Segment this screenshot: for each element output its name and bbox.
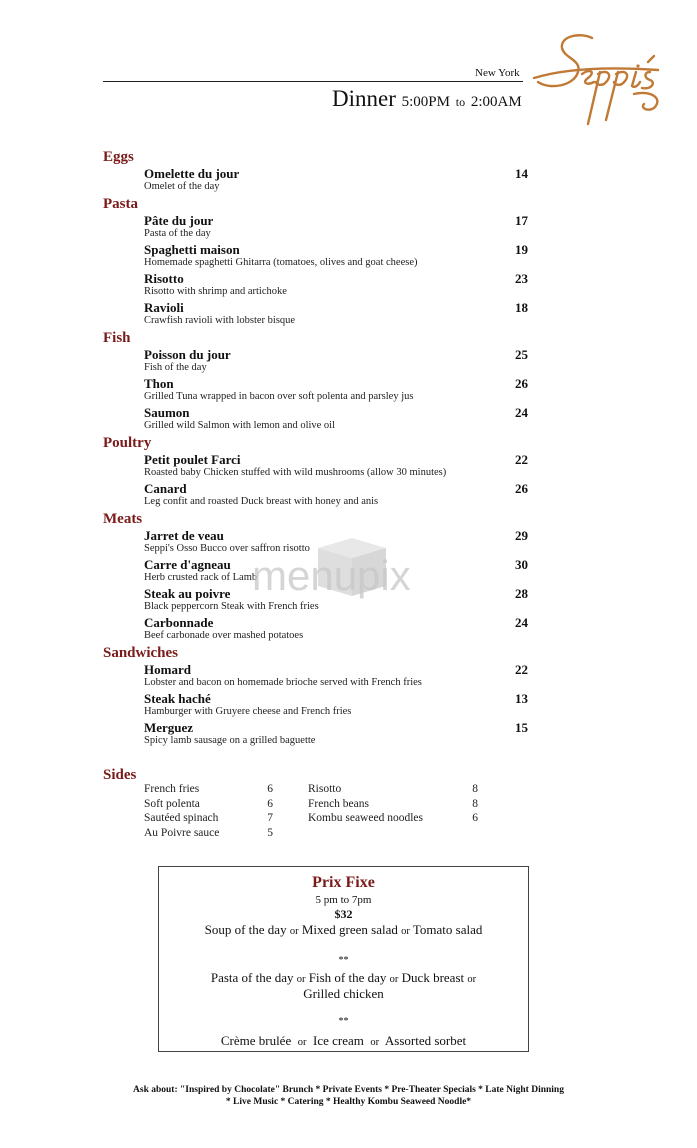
item-price: 28 xyxy=(515,586,528,601)
main-option: Pasta of the day xyxy=(210,970,294,985)
menupix-watermark xyxy=(248,538,458,608)
item-price: 24 xyxy=(515,405,528,420)
main-option: Grilled chicken xyxy=(303,986,384,1001)
item-description: Grilled wild Salmon with lemon and olive oil xyxy=(144,420,336,431)
side-item-name: French fries xyxy=(144,783,200,795)
item-description: Spicy lamb sausage on a grilled baguette xyxy=(144,735,316,746)
item-price: 14 xyxy=(515,166,528,181)
side-item-price: 6 xyxy=(472,812,478,824)
item-description: Roasted baby Chicken stuffed with wild mushrooms (allow 30 minutes) xyxy=(144,467,447,478)
item-description: Seppi's Osso Bucco over saffron risotto xyxy=(144,543,310,554)
or-label: or xyxy=(389,974,399,985)
prix-fixe-separator: ** xyxy=(338,955,349,966)
item-name: Merguez xyxy=(144,720,194,735)
item-name: Steak au poivre xyxy=(144,586,231,601)
hours-to: to xyxy=(455,95,466,109)
item-name: Pâte du jour xyxy=(144,213,214,228)
side-item-name: French beans xyxy=(308,797,369,810)
item-price: 15 xyxy=(515,720,528,735)
starter-option: Tomato salad xyxy=(412,922,483,937)
prix-fixe-price: $32 xyxy=(334,907,353,921)
item-description: Fish of the day xyxy=(144,362,207,373)
category-heading: Eggs xyxy=(103,149,134,165)
item-description: Leg confit and roasted Duck breast with honey and anis xyxy=(144,496,379,507)
item-name: Jarret de veau xyxy=(144,528,224,543)
category-heading: Poultry xyxy=(103,435,152,451)
side-item-price: 7 xyxy=(267,812,273,824)
item-price: 29 xyxy=(515,528,528,543)
dessert-option: Crème brulée xyxy=(220,1033,292,1048)
item-price: 22 xyxy=(515,452,528,467)
item-price: 13 xyxy=(515,691,528,706)
or-label: or xyxy=(297,1037,307,1048)
category-heading: Meats xyxy=(103,511,143,527)
side-item-name: Kombu seaweed noodles xyxy=(308,812,423,824)
item-price: 25 xyxy=(515,347,528,362)
category-heading: Sandwiches xyxy=(103,645,179,661)
item-name: Homard xyxy=(144,662,191,677)
footer-line-1: Ask about: "Inspired by Chocolate" Brunch * Private Events * Pre-Theater Specials * Late Night Dinning xyxy=(133,1085,564,1095)
hours-start: 5:00PM xyxy=(401,94,450,110)
item-description: Risotto with shrimp and artichoke xyxy=(144,286,287,297)
item-name: Omelette du jour xyxy=(144,166,240,181)
item-name: Steak haché xyxy=(144,691,211,706)
or-label: or xyxy=(467,974,477,985)
seppis-logo-icon xyxy=(530,28,670,128)
or-label: or xyxy=(296,974,306,985)
prix-fixe-starters xyxy=(158,922,529,938)
main-option: Fish of the day xyxy=(308,970,387,985)
side-item-price: 6 xyxy=(267,797,273,810)
side-item-price: 8 xyxy=(472,797,478,810)
item-price: 19 xyxy=(515,242,528,257)
item-description: Black peppercorn Steak with French fries xyxy=(144,601,319,612)
prix-fixe-title: Prix Fixe xyxy=(312,874,375,891)
hours-end: 2:00AM xyxy=(470,94,522,110)
item-name: Ravioli xyxy=(144,300,184,315)
header-rule xyxy=(103,81,523,82)
item-price: 17 xyxy=(515,213,528,228)
item-name: Thon xyxy=(144,376,174,391)
category-heading: Fish xyxy=(103,330,131,346)
starter-option: Mixed green salad xyxy=(301,922,398,937)
prix-fixe-separator: ** xyxy=(338,1016,349,1027)
side-item-name: Risotto xyxy=(308,783,342,795)
item-price: 30 xyxy=(515,557,528,572)
or-label: or xyxy=(370,1037,380,1048)
item-name: Poisson du jour xyxy=(144,347,231,362)
prix-fixe-mains xyxy=(158,970,529,986)
item-price: 22 xyxy=(515,662,528,677)
item-name: Carbonnade xyxy=(144,615,214,630)
city-label: New York xyxy=(475,67,520,79)
dessert-option: Ice cream xyxy=(312,1033,364,1048)
item-name: Canard xyxy=(144,481,187,496)
item-price: 23 xyxy=(515,271,528,286)
item-description: Omelet of the day xyxy=(144,181,220,192)
item-description: Homemade spaghetti Ghitarra (tomatoes, olives and goat cheese) xyxy=(144,257,418,268)
side-item-price: 5 xyxy=(267,826,273,839)
side-item-name: Au Poivre sauce xyxy=(144,826,220,839)
main-option: Duck breast xyxy=(401,970,465,985)
item-description: Lobster and bacon on homemade brioche served with French fries xyxy=(144,677,422,688)
item-name: Spaghetti maison xyxy=(144,242,240,257)
item-description: Herb crusted rack of Lamb xyxy=(144,572,258,583)
category-heading: Pasta xyxy=(103,196,138,212)
item-description: Crawfish ravioli with lobster bisque xyxy=(144,315,296,326)
item-description: Beef carbonade over mashed potatoes xyxy=(144,630,304,641)
item-description: Pasta of the day xyxy=(144,228,211,239)
starter-option: Soup of the day xyxy=(204,922,287,937)
dessert-option: Assorted sorbet xyxy=(384,1033,467,1048)
item-name: Carre d'agneau xyxy=(144,557,231,572)
watermark-text: menupix xyxy=(252,552,411,599)
menu-title-text: Dinner xyxy=(332,86,396,111)
item-price: 24 xyxy=(515,615,528,630)
item-name: Risotto xyxy=(144,271,184,286)
side-item-name: Sautéed spinach xyxy=(144,812,219,824)
item-price: 26 xyxy=(515,481,528,496)
prix-fixe-hours: 5 pm to 7pm xyxy=(315,894,372,906)
item-name: Saumon xyxy=(144,405,190,420)
item-price: 26 xyxy=(515,376,528,391)
side-item-price: 8 xyxy=(472,783,478,795)
menu-title xyxy=(332,86,522,112)
side-item-price: 6 xyxy=(267,783,273,795)
side-item-name: Soft polenta xyxy=(144,797,200,810)
item-name: Petit poulet Farci xyxy=(144,452,241,467)
item-description: Grilled Tuna wrapped in bacon over soft polenta and parsley jus xyxy=(144,391,414,402)
prix-fixe-desserts xyxy=(158,1033,529,1049)
footer-line-2: * Live Music * Catering * Healthy Kombu Seaweed Noodle* xyxy=(225,1097,472,1107)
or-label: or xyxy=(401,926,410,937)
item-description: Hamburger with Gruyere cheese and French fries xyxy=(144,706,352,717)
or-label: or xyxy=(289,926,299,937)
item-price: 18 xyxy=(515,300,528,315)
sides-heading: Sides xyxy=(103,767,137,783)
